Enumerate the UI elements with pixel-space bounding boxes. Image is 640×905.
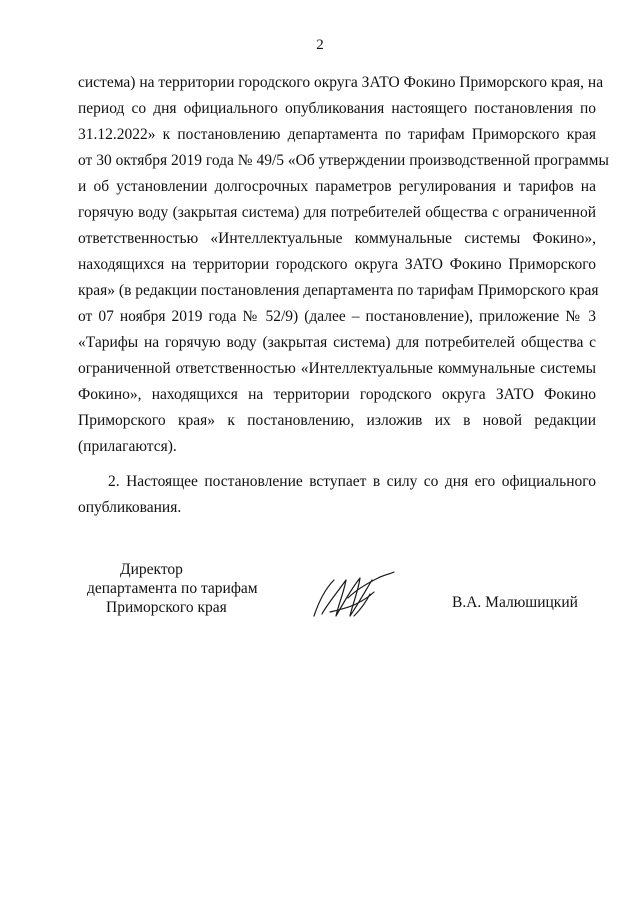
body-line: Приморского края» к постановлению, изложив их в новой редакции	[78, 412, 596, 429]
signatory-title-line: Приморского края	[106, 599, 227, 616]
handwritten-signature	[308, 566, 400, 622]
body-line: система) на территории городского округа ЗАТО Фокино Приморского края, на	[78, 74, 604, 91]
body-line: от 07 ноября 2019 года № 52/9) (далее – постановление), приложение № 3	[78, 308, 596, 325]
body-line: края» (в редакции постановления департамента по тарифам Приморского края	[78, 282, 599, 299]
paragraph-2-line: опубликования.	[78, 499, 182, 516]
signatory-title-line: департамента по тарифам	[87, 580, 258, 597]
body-line: находящихся на территории городского округа ЗАТО Фокино Приморского	[78, 256, 596, 273]
paragraph-2-line: 2. Настоящее постановление вступает в силу со дня его официального	[108, 473, 596, 490]
body-line: Фокино», находящихся на территории городского округа ЗАТО Фокино	[78, 386, 596, 403]
body-line: и об установлении долгосрочных параметров регулирования и тарифов на	[78, 178, 596, 195]
body-line: горячую воду (закрытая система) для потребителей общества с ограниченной	[78, 204, 596, 221]
body-line: ответственностью «Интеллектуальные коммунальные системы Фокино»,	[78, 230, 596, 247]
body-text	[78, 70, 609, 521]
body-line: ограниченной ответственностью «Интеллектуальные коммунальные системы	[78, 360, 596, 377]
signatory-name: В.А. Малюшицкий	[452, 594, 578, 611]
signatory-title	[80, 560, 280, 617]
body-line: от 30 октября 2019 года № 49/5 «Об утверждении производственной программы	[78, 152, 609, 169]
page-number: 2	[316, 37, 324, 53]
body-line: (прилагаются).	[78, 438, 177, 455]
signatory-title-line: Директор	[120, 561, 183, 578]
body-line: период со дня официального опубликования настоящего постановления по	[78, 100, 596, 117]
body-line: 31.12.2022» к постановлению департамента по тарифам Приморского края	[78, 126, 596, 143]
body-line: «Тарифы на горячую воду (закрытая система) для потребителей общества с	[78, 334, 596, 351]
